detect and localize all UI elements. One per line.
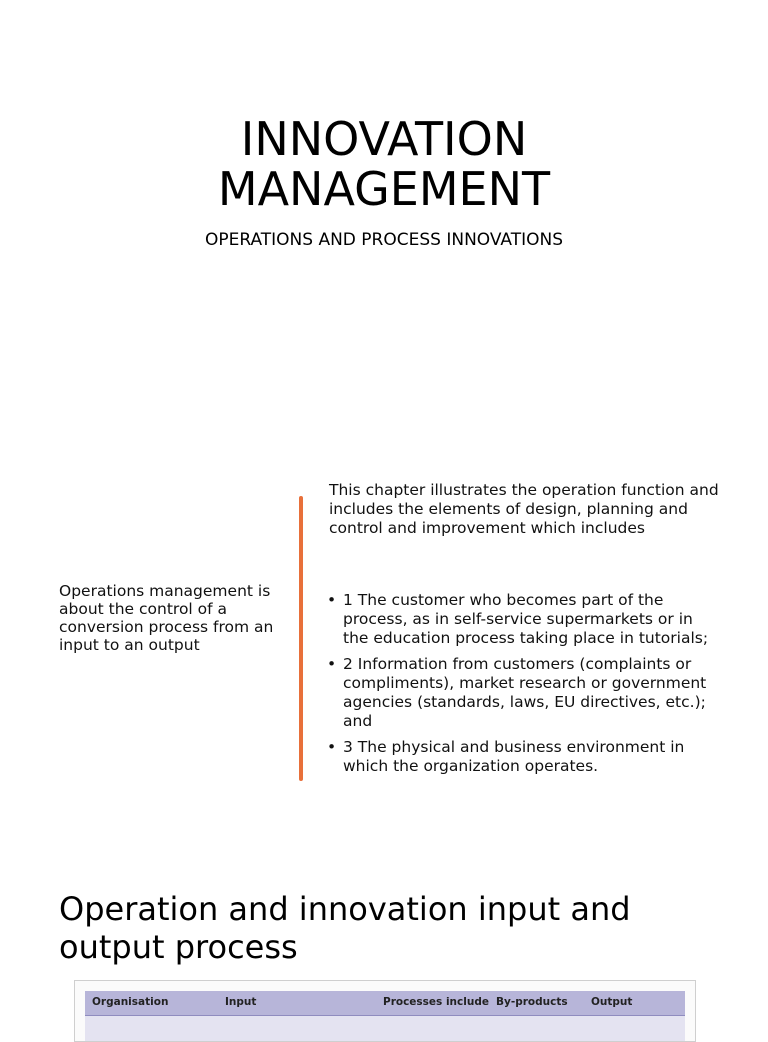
bullet-icon: • (327, 591, 337, 609)
process-table (74, 980, 696, 1042)
table-header-cell: By-products (496, 996, 568, 1008)
bullet-icon: • (327, 738, 337, 756)
title-line: MANAGEMENT (217, 162, 551, 216)
intro-text: This chapter illustrates the operation function and includes the elements of design, planning and control and improvement which includes (329, 481, 719, 537)
section-heading: Operation and innovation input and output process (59, 890, 631, 966)
list-item (327, 738, 717, 776)
definition-text: Operations management is about the control of a conversion process from an input to an output (59, 582, 274, 654)
bullet-text: 3 The physical and business environment in which the organization operates. (343, 738, 685, 775)
list-item (327, 655, 717, 731)
bullet-icon: • (327, 655, 337, 673)
bullet-list (327, 591, 717, 783)
bullet-text: 1 The customer who becomes part of the process, as in self-service supermarkets or in the education process taking place in tutorials; (343, 591, 709, 647)
table-header-cell: Output (591, 996, 633, 1008)
slide-title (0, 114, 768, 214)
table-header-cell: Processes include (383, 996, 489, 1008)
accent-divider (299, 496, 303, 781)
table-row (85, 1016, 685, 1041)
table-header-cell: Organisation (92, 996, 169, 1008)
list-item (327, 591, 717, 648)
table-header-cell: Input (225, 996, 257, 1008)
slide-subtitle: OPERATIONS AND PROCESS INNOVATIONS (204, 230, 564, 250)
bullet-text: 2 Information from customers (complaints or compliments), market research or government agencies (standards, laws, EU directives, etc.); and (343, 655, 707, 730)
table-header-row (85, 991, 685, 1016)
title-line: INNOVATION (240, 112, 528, 166)
